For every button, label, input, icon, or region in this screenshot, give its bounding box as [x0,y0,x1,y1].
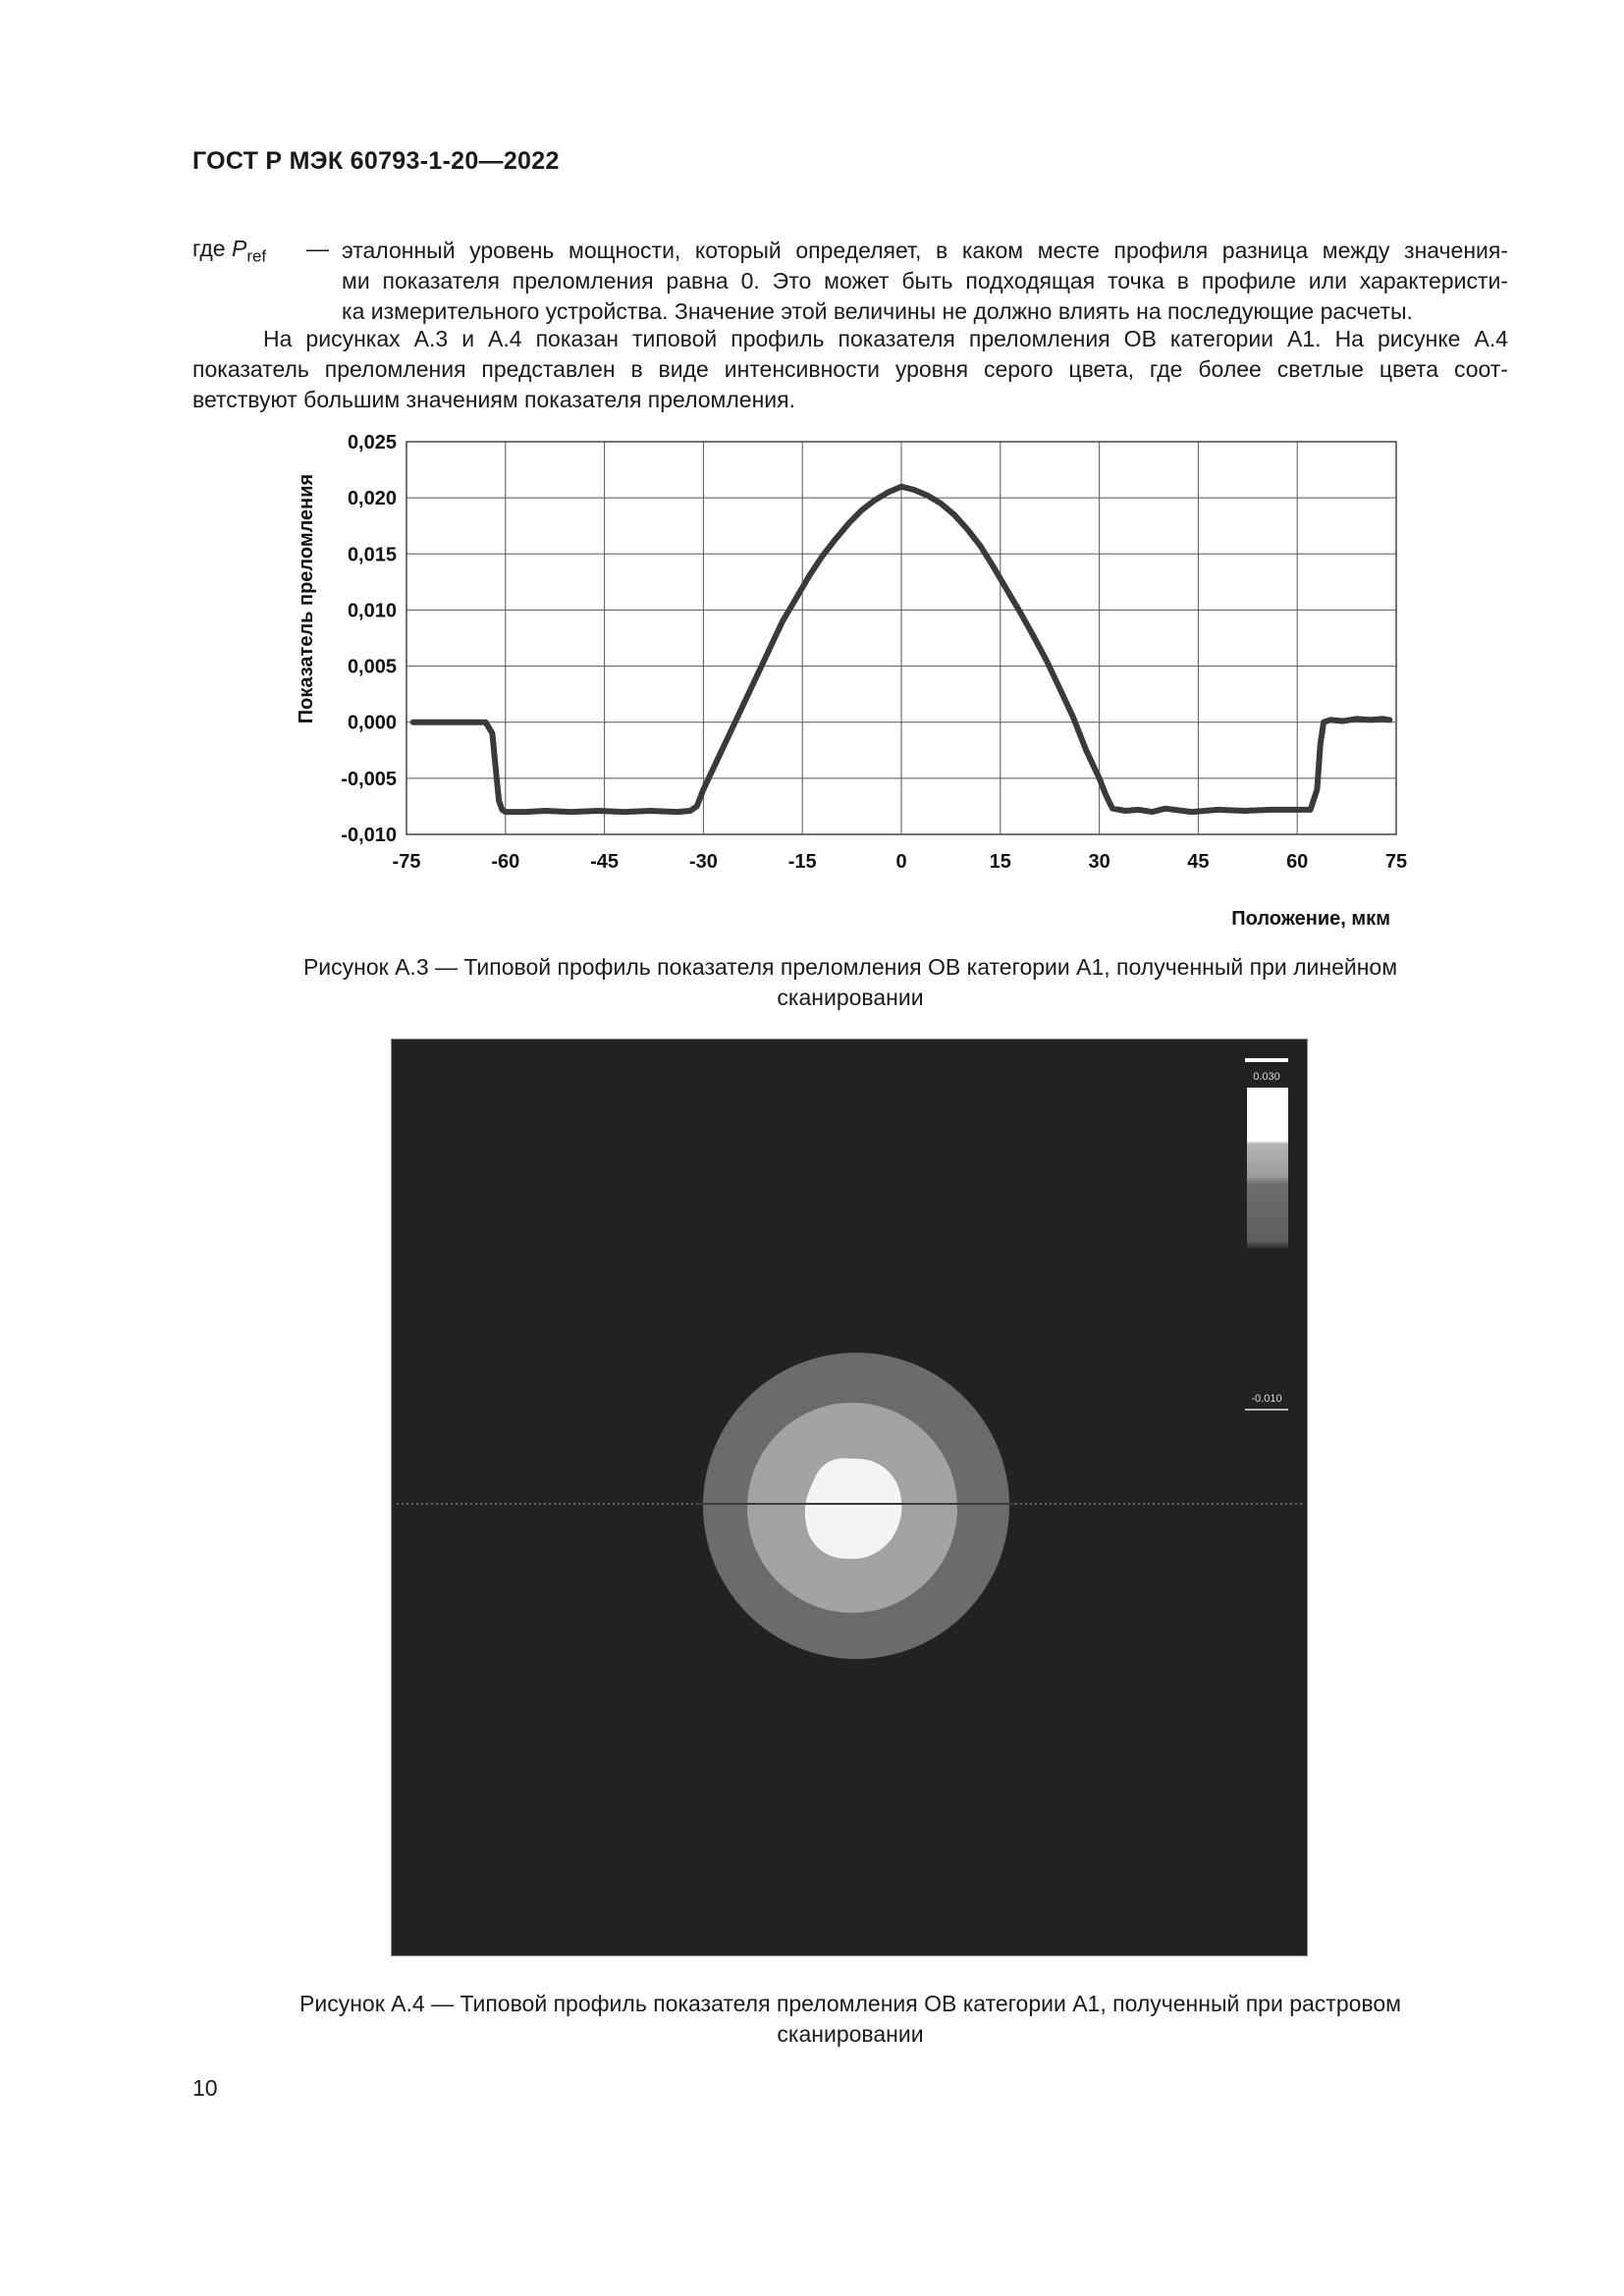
definition-dash: — [306,236,329,261]
x-tick-label: -60 [491,851,520,873]
y-tick-label: 0,015 [347,544,397,566]
y-tick-label: -0,010 [341,825,397,846]
term-variable: P [231,236,247,261]
page-number: 10 [192,2075,218,2101]
scale-max-label: 0.030 [1253,1071,1280,1083]
x-tick-label: -15 [787,851,817,873]
definition-text [342,236,1508,327]
x-tick-label: -45 [590,851,620,873]
figure-a4-caption [192,1989,1508,2050]
y-tick-label: 0,000 [347,712,397,734]
paragraph-line: показатель преломления представлен в виде интенсивности уровня серого цвета, где более светлые цвета соот- [192,356,1508,382]
y-tick-label: 0,005 [347,656,397,678]
chart-svg [285,427,1424,937]
definition-line: эталонный уровень мощности, который определяет, в каком месте профиля разница между значения- [342,238,1508,263]
core-center [805,1459,902,1560]
term-subscript: ref [246,246,267,266]
raster-scan-image [391,1039,1308,1956]
x-tick-label: 60 [1286,851,1309,873]
definition-line: ка измерительного устройства. Значение этой величины не должно влиять на последующие расчеты. [342,298,1413,324]
y-tick-label: -0,005 [341,768,397,790]
x-tick-label: -75 [392,851,421,873]
y-axis-label: Показатель преломления [296,473,317,724]
y-tick-label: 0,025 [347,432,397,454]
caption-line: Рисунок А.3 — Типовой профиль показателя преломления ОВ категории А1, полученный при линейном [302,954,1398,980]
definition-term [192,236,266,267]
x-tick-label: 45 [1187,851,1210,873]
document-header: ГОСТ Р МЭК 60793-1-20—2022 [192,147,560,175]
term-prefix: где [192,236,232,261]
x-tick-label: 30 [1088,851,1110,873]
caption-line: сканировании [777,985,924,1010]
figure-a3-caption [192,952,1508,1013]
caption-line: сканировании [777,2021,924,2047]
definition-line: ми показателя преломления равна 0. Это может быть подходящая точка в профиле или характеристи- [342,268,1508,294]
caption-line: Рисунок А.4 — Типовой профиль показателя преломления ОВ категории А1, полученный при растровом [299,1991,1401,2016]
refractive-index-chart [285,427,1424,937]
paragraph-line: На рисунках А.3 и А.4 показан типовой профиль показателя преломления ОВ категории А1. На рисунке А.4 [263,326,1508,351]
scale-min-label: -0.010 [1251,1393,1282,1405]
y-tick-label: 0,020 [347,488,397,510]
paragraph-line: ветствуют большим значениям показателя преломления. [192,387,795,412]
raster-svg [391,1039,1308,1956]
x-axis-label: Положение, мкм [1231,908,1390,930]
x-tick-label: 0 [895,851,907,873]
y-tick-label: 0,010 [347,600,397,622]
x-tick-label: -30 [688,851,718,873]
color-scale-bar [1247,1088,1288,1249]
x-tick-label: 15 [989,851,1011,873]
x-tick-label: 75 [1384,851,1408,873]
body-paragraph [192,324,1508,415]
